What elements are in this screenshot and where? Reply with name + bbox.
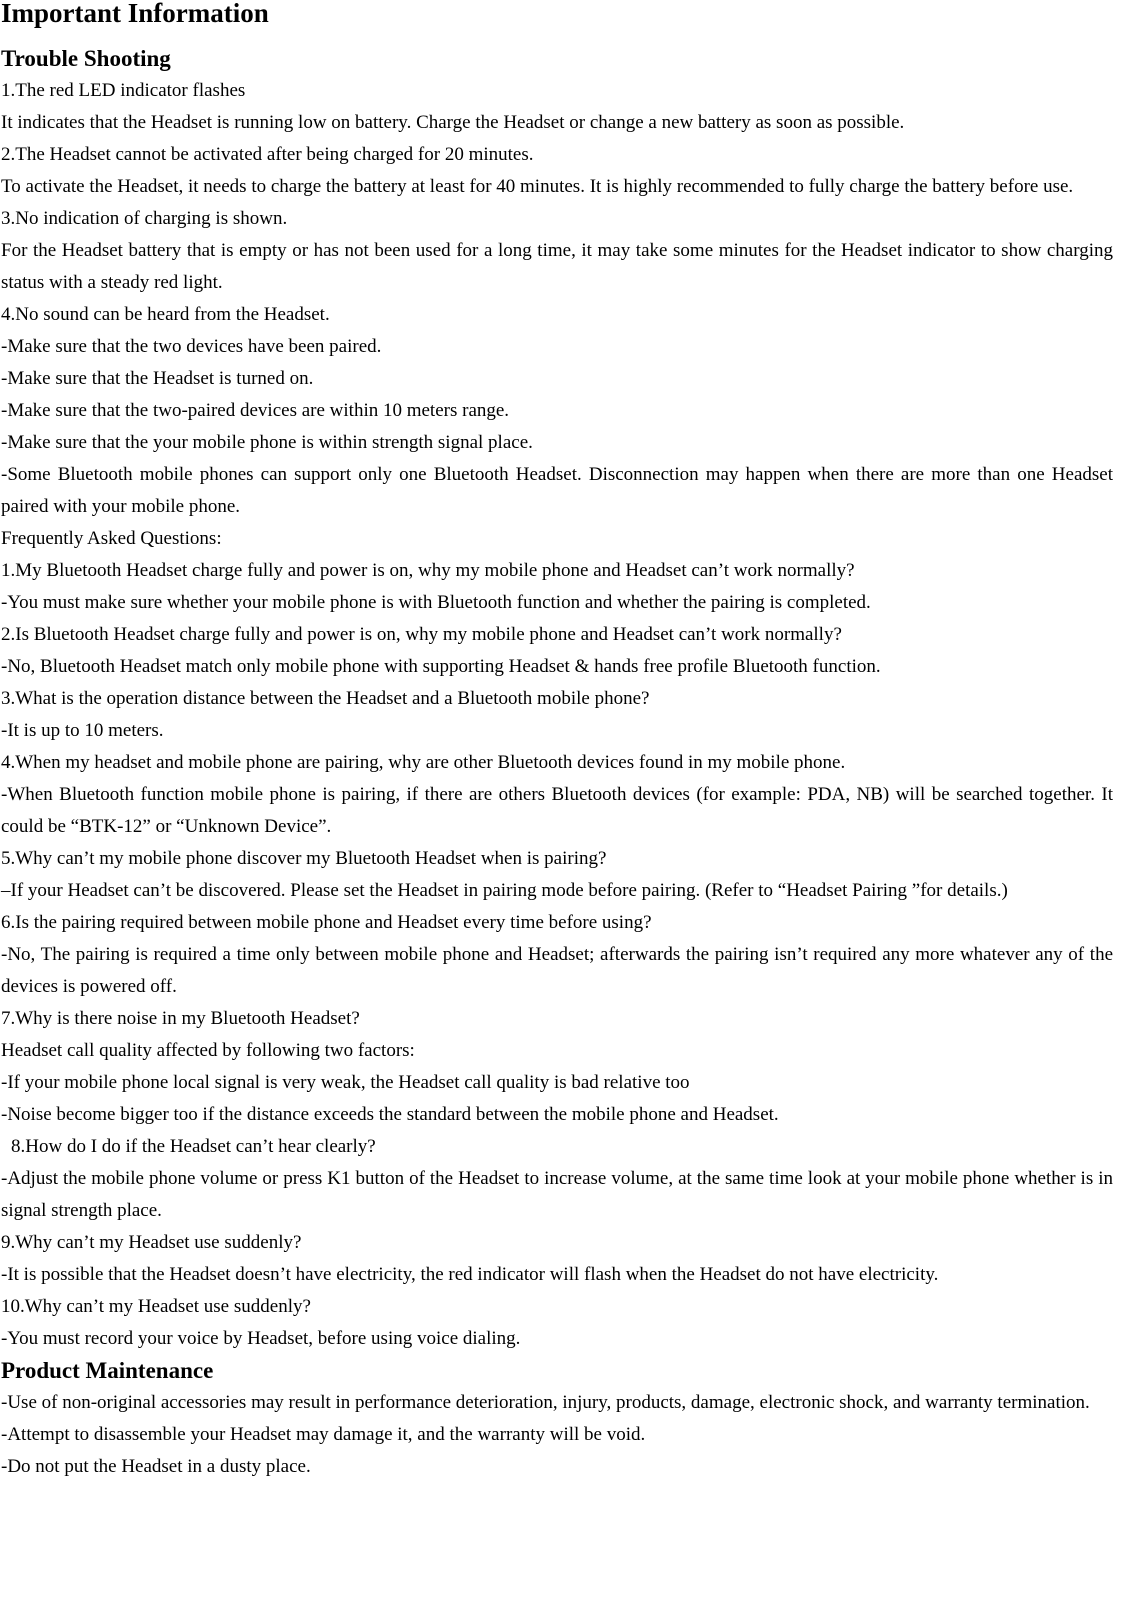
faq-question-1: 1.My Bluetooth Headset charge fully and power is on, why my mobile phone and Headset can’t work normally? bbox=[1, 560, 855, 581]
faq-question-4: 4.When my headset and mobile phone are pairing, why are other Bluetooth devices found in my mobile phone. bbox=[1, 752, 846, 773]
faq-answer-5: –If your Headset can’t be discovered. Please set the Headset in pairing mode before pairing. (Refer to “Headset Pairing ”for details.) bbox=[1, 880, 1008, 901]
faq-answer-1: -You must make sure whether your mobile phone is with Bluetooth function and whether the pairing is completed. bbox=[1, 592, 871, 613]
faq-question-2: 2.Is Bluetooth Headset charge fully and power is on, why my mobile phone and Headset can’t work normally? bbox=[1, 624, 842, 645]
trouble-item-3-title: 3.No indication of charging is shown. bbox=[1, 208, 288, 229]
faq-question-9: 9.Why can’t my Headset use suddenly? bbox=[1, 1232, 302, 1253]
faq-question-10: 10.Why can’t my Headset use suddenly? bbox=[1, 1296, 311, 1317]
maintenance-item-disassemble: -Attempt to disassemble your Headset may damage it, and the warranty will be void. bbox=[1, 1424, 646, 1445]
trouble-item-4-title: 4.No sound can be heard from the Headset. bbox=[1, 304, 330, 325]
faq-answer-10: -You must record your voice by Headset, before using voice dialing. bbox=[1, 1328, 521, 1349]
faq-answer-8: -Adjust the mobile phone volume or press K1 button of the Headset to increase volume, at the same time look at your mobile phone whether is in signal strength place. bbox=[1, 1168, 1113, 1221]
trouble-item-1-text: It indicates that the Headset is running low on battery. Charge the Headset or change a new battery as soon as possible. bbox=[1, 112, 905, 133]
trouble-item-2-text: To activate the Headset, it needs to charge the battery at least for 40 minutes. It is highly recommended to fully charge the battery before use. bbox=[1, 176, 1074, 197]
faq-answer-2: -No, Bluetooth Headset match only mobile phone with supporting Headset & hands free profile Bluetooth function. bbox=[1, 656, 881, 677]
trouble-item-3-text: For the Headset battery that is empty or has not been used for a long time, it may take some minutes for the Headset indicator to show charging status with a steady red light. bbox=[1, 240, 1113, 293]
faq-answer-9: -It is possible that the Headset doesn’t have electricity, the red indicator will flash when the Headset do not have electricity. bbox=[1, 1264, 939, 1285]
faq-answer-6: -No, The pairing is required a time only between mobile phone and Headset; afterwards the pairing isn’t required any more whatever any of the devices is powered off. bbox=[1, 944, 1113, 997]
spacer bbox=[1, 27, 1113, 43]
trouble-item-2-title: 2.The Headset cannot be activated after being charged for 20 minutes. bbox=[1, 144, 534, 165]
faq-question-8: 8.How do I do if the Headset can’t hear clearly? bbox=[11, 1136, 376, 1157]
faq-answer-4: -When Bluetooth function mobile phone is pairing, if there are others Bluetooth devices (for example: PDA, NB) will be searched together. It could be “BTK-12” or “Unknown Device”. bbox=[1, 784, 1113, 837]
section-heading-trouble-shooting: Trouble Shooting bbox=[1, 46, 171, 71]
trouble-item-4-check-paired: -Make sure that the two devices have been paired. bbox=[1, 336, 382, 357]
faq-question-7: 7.Why is there noise in my Bluetooth Headset? bbox=[1, 1008, 360, 1029]
trouble-item-4-check-signal: -Make sure that the your mobile phone is within strength signal place. bbox=[1, 432, 533, 453]
faq-answer-7-signal: -If your mobile phone local signal is very weak, the Headset call quality is bad relative too bbox=[1, 1072, 690, 1093]
faq-answer-7-intro: Headset call quality affected by following two factors: bbox=[1, 1040, 415, 1061]
faq-answer-7-distance: -Noise become bigger too if the distance exceeds the standard between the mobile phone and Headset. bbox=[1, 1104, 779, 1125]
trouble-item-4-check-range: -Make sure that the two-paired devices are within 10 meters range. bbox=[1, 400, 510, 421]
faq-answer-3: -It is up to 10 meters. bbox=[1, 720, 164, 741]
trouble-item-4-check-on: -Make sure that the Headset is turned on. bbox=[1, 368, 314, 389]
section-heading-product-maintenance: Product Maintenance bbox=[1, 1358, 214, 1383]
maintenance-item-accessories: -Use of non-original accessories may result in performance deterioration, injury, products, damage, electronic shock, and warranty termination. bbox=[1, 1392, 1090, 1413]
faq-question-5: 5.Why can’t my mobile phone discover my Bluetooth Headset when is pairing? bbox=[1, 848, 607, 869]
page-title: Important Information bbox=[1, 0, 269, 28]
faq-question-3: 3.What is the operation distance between the Headset and a Bluetooth mobile phone? bbox=[1, 688, 650, 709]
faq-question-6: 6.Is the pairing required between mobile phone and Headset every time before using? bbox=[1, 912, 652, 933]
trouble-item-1-title: 1.The red LED indicator flashes bbox=[1, 80, 246, 101]
trouble-item-4-note: -Some Bluetooth mobile phones can support only one Bluetooth Headset. Disconnection may happen when there are more than one Headset paired with your mobile phone. bbox=[1, 464, 1113, 517]
faq-heading: Frequently Asked Questions: bbox=[1, 528, 222, 549]
maintenance-item-dust: -Do not put the Headset in a dusty place. bbox=[1, 1456, 311, 1477]
